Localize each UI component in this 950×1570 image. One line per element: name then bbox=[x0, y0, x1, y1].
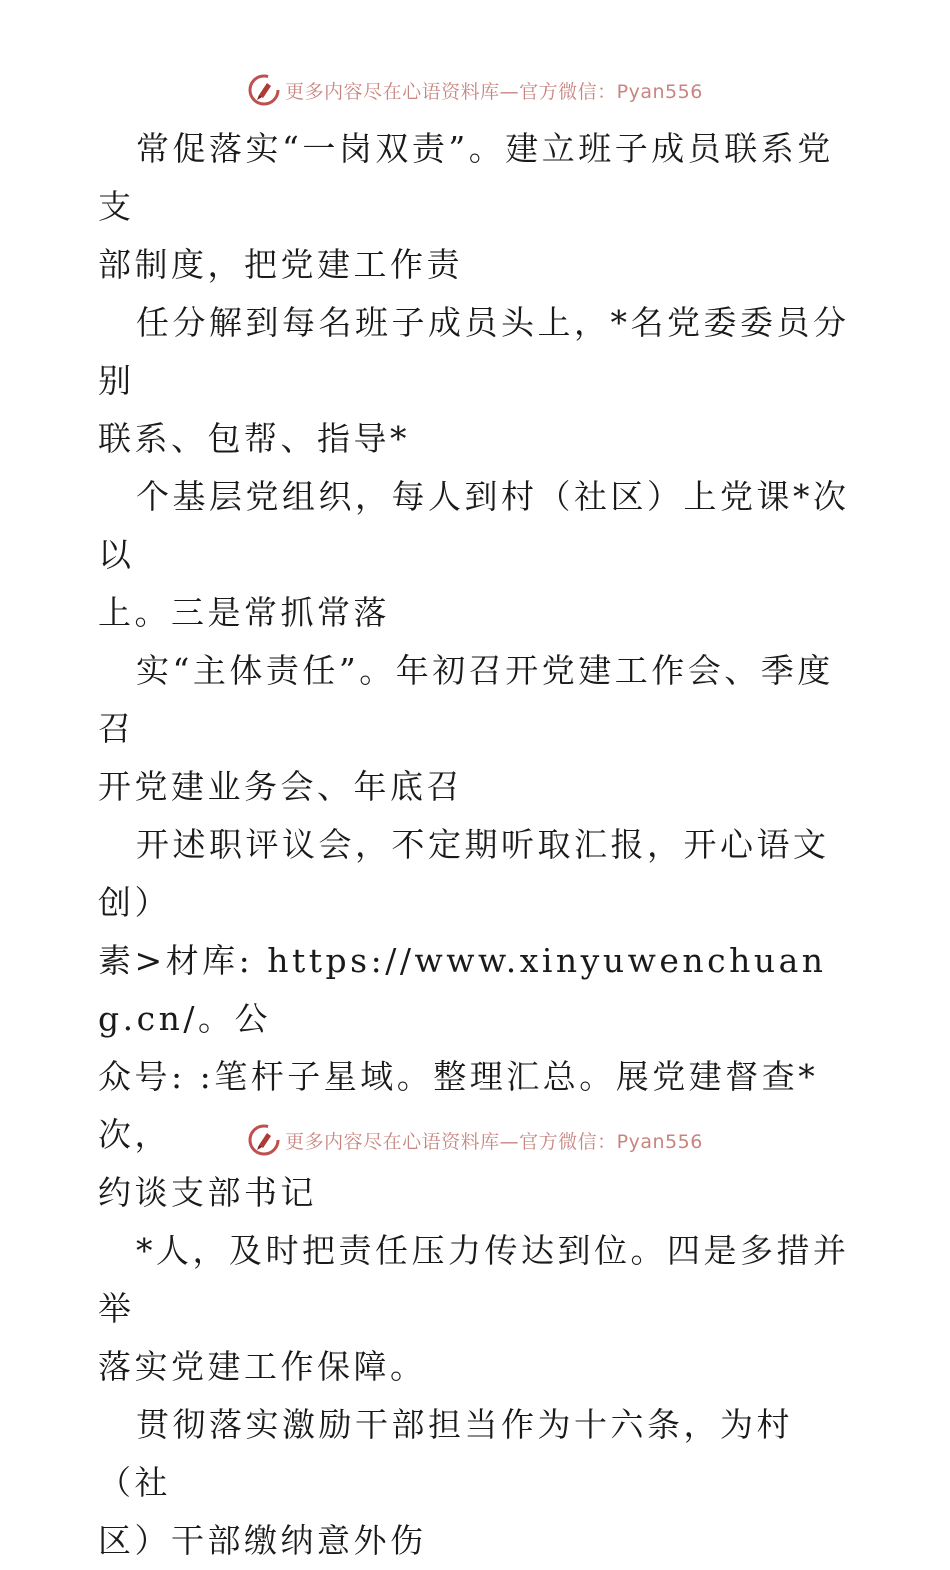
document-body bbox=[98, 120, 858, 1570]
text-line: 贯彻落实激励干部担当作为十六条，为村（社 bbox=[98, 1405, 793, 1502]
text-line: 众号: :笔杆子星域。整理汇总。展党建督查*次， bbox=[98, 1057, 819, 1154]
paragraph bbox=[98, 816, 858, 1222]
pen-nib-seal-icon bbox=[247, 1123, 281, 1157]
footer-banner-text: 更多内容尽在心语资料库—官方微信：Pyan556 bbox=[285, 1130, 703, 1153]
text-line: 个基层党组织，每人到村（社区）上党课*次以 bbox=[98, 477, 850, 574]
text-line: 开述职评议会，不定期听取汇报，开心语文创） bbox=[98, 825, 830, 922]
header-banner bbox=[0, 70, 950, 110]
paragraph bbox=[98, 468, 858, 642]
text-line: 区）干部缴纳意外伤 bbox=[98, 1521, 427, 1560]
paragraph bbox=[98, 294, 858, 468]
footer-banner bbox=[0, 1120, 950, 1160]
paragraph bbox=[98, 1396, 858, 1570]
text-line: 实“主体责任”。年初召开党建工作会、季度召 bbox=[98, 651, 834, 748]
text-line: 部制度，把党建工作责 bbox=[98, 245, 463, 284]
header-banner-text: 更多内容尽在心语资料库—官方微信：Pyan556 bbox=[285, 80, 703, 103]
paragraph bbox=[98, 120, 858, 294]
pen-nib-seal-icon bbox=[247, 73, 281, 107]
paragraph bbox=[98, 642, 858, 816]
paragraph bbox=[98, 1222, 858, 1396]
text-line: 开党建业务会、年底召 bbox=[98, 767, 463, 806]
text-line: 上。三是常抓常落 bbox=[98, 593, 390, 632]
text-line: 素>材库: https://www.xinyuwenchuang.cn/。公 bbox=[98, 941, 827, 1038]
text-line: 约谈支部书记 bbox=[98, 1173, 317, 1212]
text-line: 联系、包帮、指导* bbox=[98, 419, 410, 458]
text-line: 常促落实“一岗双责”。建立班子成员联系党支 bbox=[98, 129, 834, 226]
text-line: 任分解到每名班子成员头上，*名党委委员分别 bbox=[98, 303, 850, 400]
text-line: *人，及时把责任压力传达到位。四是多措并举 bbox=[98, 1231, 850, 1328]
text-line: 落实党建工作保障。 bbox=[98, 1347, 427, 1386]
